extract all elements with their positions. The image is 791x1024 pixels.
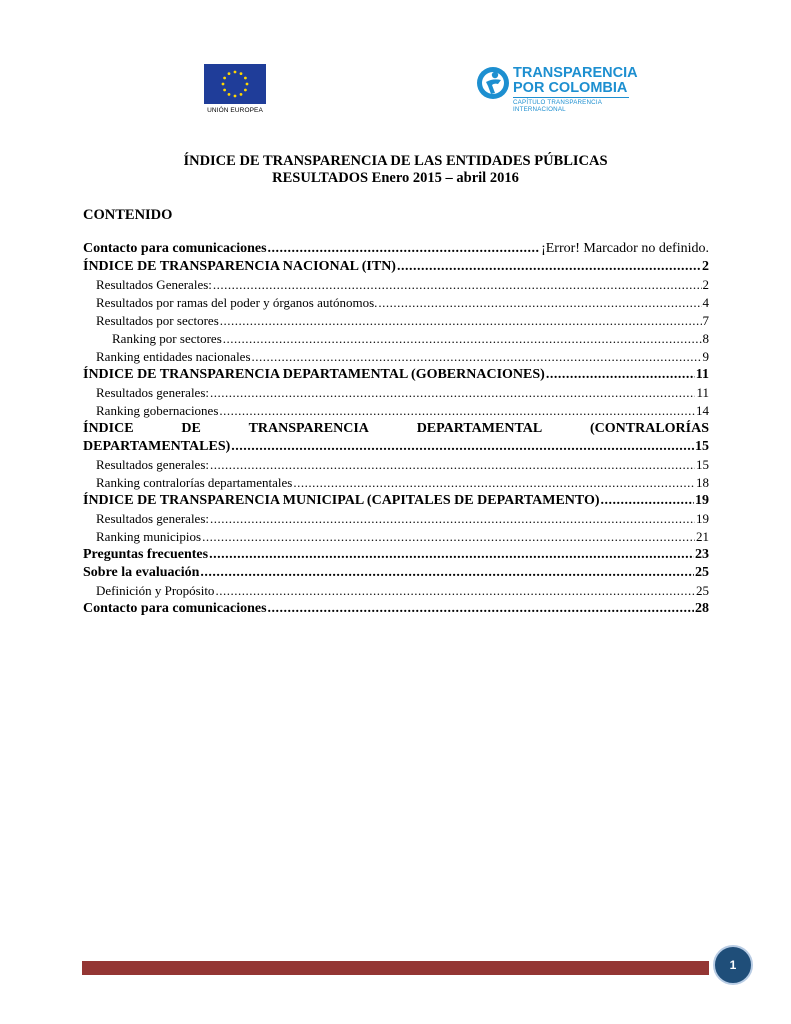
toc-entry[interactable]	[83, 402, 709, 420]
toc-entry-label: Contacto para comunicaciones	[83, 241, 267, 256]
toc-entry-page: 18	[696, 475, 709, 490]
document-title	[0, 153, 791, 187]
toc-entry-label: Ranking entidades nacionales	[96, 349, 251, 364]
toc-entry-label: Sobre la evaluación	[83, 565, 200, 580]
toc-entry-label: Resultados por ramas del poder y órganos autónomos.	[96, 295, 378, 310]
toc-leader	[209, 546, 694, 564]
toc-leader	[293, 474, 695, 492]
toc-entry-label: Resultados generales:	[96, 511, 209, 526]
toc-leader	[213, 276, 702, 294]
toc-entry-label: Preguntas frecuentes	[83, 547, 209, 562]
toc-entry[interactable]	[83, 546, 709, 564]
toc-entry-label: Contacto para comunicaciones	[83, 601, 267, 616]
toc-entry[interactable]	[83, 474, 709, 492]
toc-entry-label: Resultados Generales:	[96, 277, 212, 292]
toc-entry[interactable]	[83, 312, 709, 330]
toc-entry-label: Resultados generales:	[96, 385, 209, 400]
toc-entry-page: 15	[695, 439, 709, 454]
toc-leader	[220, 312, 702, 330]
eu-caption: UNIÓN EUROPEA	[207, 107, 263, 114]
toc-entry-label: Ranking por sectores	[112, 331, 222, 346]
toc-entry[interactable]	[83, 294, 709, 312]
toc-leader	[601, 492, 694, 510]
toc-leader	[210, 456, 695, 474]
toc-entry-page: 2	[702, 277, 709, 292]
toc-entry-label: Definición y Propósito	[96, 583, 215, 598]
page-number-badge: 1	[713, 945, 753, 985]
toc-leader	[200, 564, 694, 582]
toc-entry-page: 21	[696, 529, 709, 544]
toc-entry[interactable]	[83, 510, 709, 528]
toc-leader	[202, 528, 695, 546]
toc-leader	[268, 240, 541, 258]
toc-leader	[378, 294, 701, 312]
toc-leader	[210, 510, 695, 528]
toc-entry[interactable]	[83, 528, 709, 546]
toc-entry[interactable]	[83, 582, 709, 600]
transparencia-figure-icon	[476, 66, 510, 100]
toc-entry[interactable]	[83, 564, 709, 582]
toc-leader	[215, 582, 695, 600]
transparencia-logo	[476, 64, 638, 113]
toc-entry-page: 19	[696, 511, 709, 526]
toc-entry[interactable]	[83, 348, 709, 366]
toc-entry[interactable]	[83, 258, 709, 276]
transparencia-wordmark	[513, 66, 638, 96]
toc-leader	[210, 384, 695, 402]
toc-entry-page: 28	[695, 601, 709, 616]
toc-entry[interactable]	[83, 384, 709, 402]
toc-entry-page: 9	[702, 349, 709, 364]
toc-entry-label: Ranking gobernaciones	[96, 403, 219, 418]
toc-entry-page: 8	[702, 331, 709, 346]
toc-entry-page: 7	[702, 313, 709, 328]
toc-entry[interactable]	[83, 240, 709, 258]
toc-entry-page: 2	[702, 259, 709, 274]
toc-entry-label: Ranking municipios	[96, 529, 202, 544]
toc-entry-page: 25	[695, 565, 709, 580]
toc-word: TRANSPARENCIA	[248, 421, 369, 436]
toc-entry[interactable]	[83, 456, 709, 474]
footer-bar	[82, 961, 709, 975]
toc-entry-label: ÍNDICE DE TRANSPARENCIA DEPARTAMENTAL (GOBERNACIONES)	[83, 367, 545, 382]
toc-leader	[397, 258, 701, 276]
toc-entry-label: Resultados generales:	[96, 457, 209, 472]
toc-leader	[219, 402, 695, 420]
toc-entry[interactable]	[83, 276, 709, 294]
toc-word: ÍNDICE	[83, 421, 134, 436]
toc-entry-label: ÍNDICE DE TRANSPARENCIA NACIONAL (ITN)	[83, 259, 396, 274]
toc-entry-page: 23	[695, 547, 709, 562]
toc-leader	[252, 348, 702, 366]
toc-entry-page: 19	[695, 493, 709, 508]
toc-entry-label: Ranking contralorías departamentales	[96, 475, 293, 490]
toc-entry-page: 25	[696, 583, 709, 598]
toc-entry-page: 4	[702, 295, 709, 310]
toc-entry-page: 11	[696, 385, 709, 400]
toc-entry-label: DEPARTAMENTALES)	[83, 439, 231, 454]
contents-heading: CONTENIDO	[83, 207, 173, 223]
toc-entry-page: ¡Error! Marcador no definido.	[541, 241, 709, 256]
toc-entry[interactable]	[83, 600, 709, 618]
toc-entry-page: 15	[696, 457, 709, 472]
toc-entry-label: Resultados por sectores	[96, 313, 219, 328]
toc-word: (CONTRALORÍAS	[589, 421, 709, 436]
toc-leader	[231, 438, 694, 456]
transparencia-subtitle: CAPÍTULO TRANSPARENCIA INTERNACIONAL	[513, 97, 629, 113]
toc-entry[interactable]	[83, 420, 709, 456]
eu-flag-icon	[204, 64, 266, 104]
toc-leader	[546, 366, 695, 384]
transparencia-line2: POR COLOMBIA	[513, 80, 628, 96]
toc-entry-label-line1	[83, 420, 709, 438]
eu-logo	[204, 64, 266, 114]
toc-entry[interactable]	[83, 366, 709, 384]
toc-leader	[223, 330, 702, 348]
toc-entry-label: ÍNDICE DE TRANSPARENCIA MUNICIPAL (CAPITALES DE DEPARTAMENTO)	[83, 493, 600, 508]
toc-entry-page: 11	[695, 367, 709, 382]
toc-entry[interactable]	[83, 492, 709, 510]
toc-entry-page: 14	[696, 403, 709, 418]
toc-leader	[268, 600, 694, 618]
transparencia-line1: TRANSPARENCIA	[513, 65, 638, 81]
title-line-2: RESULTADOS Enero 2015 – abril 2016	[272, 170, 519, 186]
title-line-1: ÍNDICE DE TRANSPARENCIA DE LAS ENTIDADES PÚBLICAS	[183, 153, 608, 169]
toc-entry[interactable]	[83, 330, 709, 348]
table-of-contents	[83, 240, 709, 618]
toc-word: DE	[181, 421, 201, 436]
toc-word: DEPARTAMENTAL	[416, 421, 543, 436]
